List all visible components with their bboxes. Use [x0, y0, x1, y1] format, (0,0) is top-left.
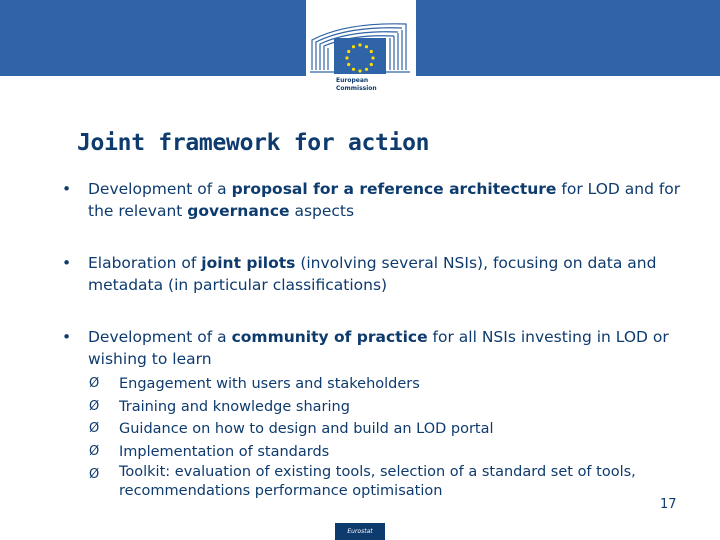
arrow-marker-icon: Ø — [89, 421, 100, 436]
logo-text — [336, 77, 406, 93]
sub-item — [89, 396, 700, 419]
bullet-bold-text: proposal for a reference architecture — [231, 180, 557, 198]
slide-title: Joint framework for action — [77, 130, 430, 156]
arrow-marker-icon: Ø — [89, 376, 100, 391]
sub-item — [89, 373, 700, 396]
bullet-marker: • — [62, 180, 72, 198]
bullet-bold-text: joint pilots — [201, 254, 296, 272]
eurostat-logo: Eurostat — [335, 523, 385, 540]
bullet-text: Elaboration of — [88, 254, 202, 272]
arrow-marker-icon: Ø — [89, 443, 100, 459]
sub-item-text: Guidance on how to design and build an LOD portal — [119, 421, 494, 437]
bullet-item-community-of-practice — [60, 326, 700, 370]
bullet-text: Development of a — [88, 328, 232, 346]
sub-item — [89, 441, 700, 464]
logo-line-2: Commission — [336, 85, 377, 92]
bullet-marker: • — [62, 254, 72, 272]
bullet-item-joint-pilots — [60, 252, 700, 296]
sub-item-text: Engagement with users and stakeholders — [119, 376, 420, 392]
sub-item-list — [60, 373, 700, 501]
bullet-text: for LOD and for the relevant — [88, 180, 681, 220]
bullet-item-reference-architecture — [60, 178, 700, 222]
arrow-marker-icon: Ø — [89, 467, 100, 482]
sub-item — [89, 418, 700, 441]
bullet-text: (involving several NSIs), focusing on data and metadata (in particular classifications) — [88, 254, 657, 294]
sub-item — [89, 463, 659, 501]
bullet-list — [60, 178, 700, 501]
page-number: 17 — [660, 497, 677, 512]
european-commission-logo — [306, 0, 416, 102]
arrow-marker-icon: Ø — [89, 398, 100, 414]
bullet-text: aspects — [289, 202, 355, 220]
sub-item-text: Toolkit: evaluation of existing tools, selection of a standard set of tools, recommendations performance optimisation — [119, 464, 636, 499]
bullet-text: Development of a — [88, 180, 232, 198]
bullet-text: for all NSIs investing in LOD or wishing to learn — [88, 328, 669, 368]
logo-line-1: European — [336, 77, 369, 84]
bullet-marker: • — [62, 328, 72, 346]
sub-item-text: Implementation of standards — [119, 443, 330, 460]
sub-item-text: Training and knowledge sharing — [119, 398, 350, 415]
bullet-bold-text: governance — [187, 202, 290, 220]
bullet-bold-text: community of practice — [231, 328, 428, 346]
